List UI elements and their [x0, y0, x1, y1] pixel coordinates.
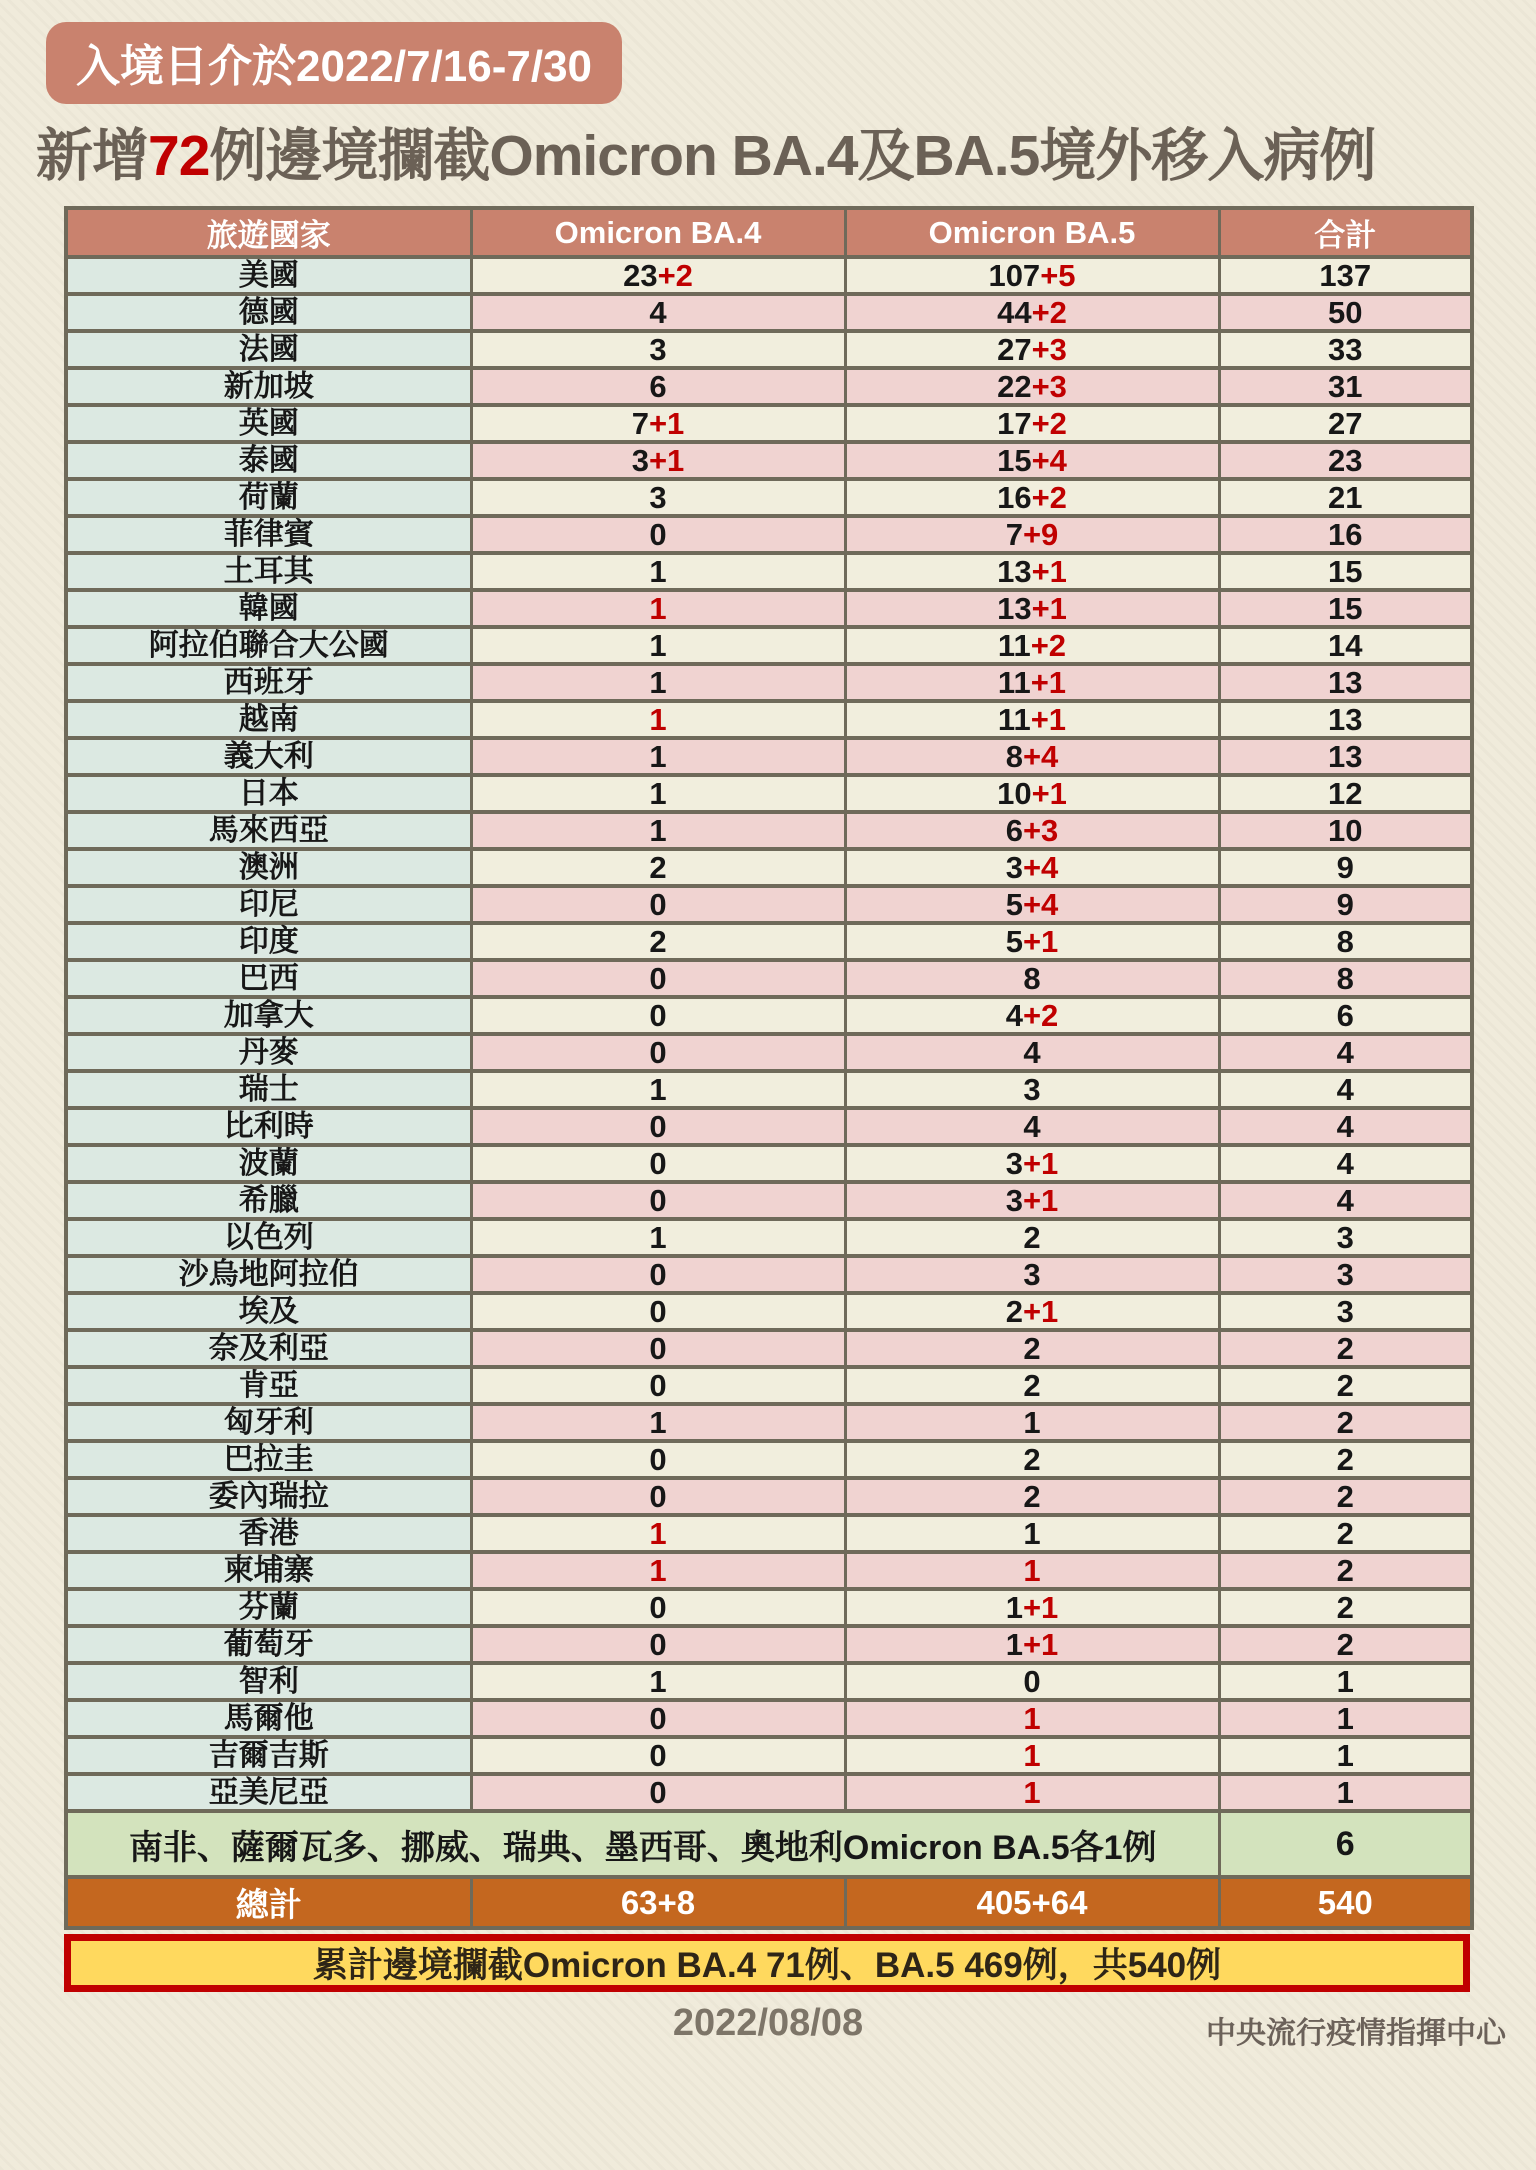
ba4-cell: 1	[471, 812, 845, 849]
ba5-cell: 4+2	[845, 997, 1219, 1034]
grand-total-row	[66, 1877, 1472, 1928]
country-cell: 肯亞	[66, 1367, 471, 1404]
total-cell: 1	[1219, 1737, 1472, 1774]
total-cell: 1	[1219, 1663, 1472, 1700]
total-cell: 1	[1219, 1700, 1472, 1737]
total-cell: 27	[1219, 405, 1472, 442]
table-row	[66, 294, 1472, 331]
ba4-cell: 0	[471, 1034, 845, 1071]
total-cell: 8	[1219, 923, 1472, 960]
table-row	[66, 923, 1472, 960]
table-row	[66, 1367, 1472, 1404]
total-cell: 23	[1219, 442, 1472, 479]
table-row	[66, 479, 1472, 516]
total-cell: 13	[1219, 738, 1472, 775]
ba4-cell: 1	[471, 701, 845, 738]
ba4-cell: 2	[471, 849, 845, 886]
ba5-cell: 16+2	[845, 479, 1219, 516]
country-cell: 馬來西亞	[66, 812, 471, 849]
country-cell: 土耳其	[66, 553, 471, 590]
country-cell: 英國	[66, 405, 471, 442]
country-cell: 沙烏地阿拉伯	[66, 1256, 471, 1293]
total-cell: 15	[1219, 590, 1472, 627]
table-row	[66, 1071, 1472, 1108]
other-countries-label: 南非、薩爾瓦多、挪威、瑞典、墨西哥、奧地利Omicron BA.5各1例	[66, 1811, 1219, 1877]
ba4-cell: 0	[471, 997, 845, 1034]
ba4-cell: 1	[471, 664, 845, 701]
column-header-ba5: Omicron BA.5	[845, 208, 1219, 257]
total-cell: 3	[1219, 1256, 1472, 1293]
country-cell: 印尼	[66, 886, 471, 923]
country-cell: 義大利	[66, 738, 471, 775]
grand-total-ba4: 63+8	[471, 1877, 845, 1928]
total-cell: 21	[1219, 479, 1472, 516]
table-row	[66, 1145, 1472, 1182]
table-row	[66, 849, 1472, 886]
country-cell: 瑞士	[66, 1071, 471, 1108]
table-row	[66, 1330, 1472, 1367]
country-cell: 葡萄牙	[66, 1626, 471, 1663]
ba4-cell: 1	[471, 738, 845, 775]
country-cell: 日本	[66, 775, 471, 812]
country-cell: 阿拉伯聯合大公國	[66, 627, 471, 664]
ba4-cell: 3+1	[471, 442, 845, 479]
table-row	[66, 331, 1472, 368]
ba4-cell: 1	[471, 590, 845, 627]
total-cell: 137	[1219, 257, 1472, 294]
ba5-cell: 10+1	[845, 775, 1219, 812]
table-row	[66, 1552, 1472, 1589]
table-row	[66, 590, 1472, 627]
total-cell: 14	[1219, 627, 1472, 664]
country-cell: 菲律賓	[66, 516, 471, 553]
ba5-cell: 4	[845, 1108, 1219, 1145]
ba5-cell: 1	[845, 1404, 1219, 1441]
ba5-cell: 22+3	[845, 368, 1219, 405]
table-row	[66, 775, 1472, 812]
ba4-cell: 6	[471, 368, 845, 405]
table-row	[66, 886, 1472, 923]
ba4-cell: 7+1	[471, 405, 845, 442]
total-cell: 4	[1219, 1108, 1472, 1145]
total-cell: 31	[1219, 368, 1472, 405]
ba5-cell: 1+1	[845, 1626, 1219, 1663]
ba4-cell: 0	[471, 1145, 845, 1182]
ba4-cell: 1	[471, 1663, 845, 1700]
country-cell: 巴西	[66, 960, 471, 997]
table-row	[66, 1478, 1472, 1515]
ba5-cell: 1	[845, 1700, 1219, 1737]
total-cell: 2	[1219, 1441, 1472, 1478]
table-row	[66, 1737, 1472, 1774]
table-row	[66, 1700, 1472, 1737]
ba4-cell: 0	[471, 1478, 845, 1515]
table-header	[66, 208, 1472, 257]
total-cell: 4	[1219, 1182, 1472, 1219]
ba5-cell: 0	[845, 1663, 1219, 1700]
country-cell: 德國	[66, 294, 471, 331]
ba4-cell: 1	[471, 1515, 845, 1552]
ba5-cell: 107+5	[845, 257, 1219, 294]
ba5-cell: 1	[845, 1552, 1219, 1589]
country-cell: 柬埔寨	[66, 1552, 471, 1589]
ba4-cell: 0	[471, 1589, 845, 1626]
table-row	[66, 664, 1472, 701]
country-cell: 法國	[66, 331, 471, 368]
organization-name: 中央流行疫情指揮中心	[1206, 2017, 1506, 2050]
table-row	[66, 1108, 1472, 1145]
ba4-cell: 0	[471, 960, 845, 997]
footer	[0, 2002, 1536, 2052]
total-cell: 2	[1219, 1552, 1472, 1589]
total-cell: 3	[1219, 1293, 1472, 1330]
ba5-cell: 3+4	[845, 849, 1219, 886]
other-countries-total: 6	[1219, 1811, 1472, 1877]
table-row	[66, 1663, 1472, 1700]
ba4-cell: 0	[471, 1737, 845, 1774]
country-cell: 奈及利亞	[66, 1330, 471, 1367]
table-row	[66, 1774, 1472, 1811]
total-cell: 9	[1219, 849, 1472, 886]
ba5-cell: 3	[845, 1256, 1219, 1293]
ba4-cell: 1	[471, 775, 845, 812]
ba4-cell: 0	[471, 1774, 845, 1811]
report-date: 2022/08/08	[672, 2002, 864, 2044]
ba5-cell: 11+1	[845, 701, 1219, 738]
total-cell: 16	[1219, 516, 1472, 553]
total-cell: 2	[1219, 1626, 1472, 1663]
cumulative-summary-text: 累計邊境攔截Omicron BA.4 71例、BA.5 469例，共540例	[312, 1946, 1222, 1985]
country-cell: 韓國	[66, 590, 471, 627]
ba5-cell: 27+3	[845, 331, 1219, 368]
table-row	[66, 1515, 1472, 1552]
cumulative-summary-banner	[64, 1934, 1470, 1992]
ba5-cell: 2	[845, 1330, 1219, 1367]
table-row	[66, 1626, 1472, 1663]
cases-table	[64, 206, 1474, 1930]
country-cell: 比利時	[66, 1108, 471, 1145]
total-cell: 10	[1219, 812, 1472, 849]
grand-total-ba5: 405+64	[845, 1877, 1219, 1928]
country-cell: 新加坡	[66, 368, 471, 405]
ba4-cell: 0	[471, 1330, 845, 1367]
total-cell: 15	[1219, 553, 1472, 590]
table-row	[66, 1256, 1472, 1293]
total-cell: 4	[1219, 1071, 1472, 1108]
ba4-cell: 3	[471, 479, 845, 516]
table-body	[66, 257, 1472, 1811]
country-cell: 荷蘭	[66, 479, 471, 516]
ba5-cell: 5+4	[845, 886, 1219, 923]
other-countries-row	[66, 1811, 1472, 1877]
total-cell: 50	[1219, 294, 1472, 331]
total-cell: 2	[1219, 1478, 1472, 1515]
ba5-cell: 2	[845, 1478, 1219, 1515]
total-cell: 4	[1219, 1145, 1472, 1182]
ba4-cell: 0	[471, 1700, 845, 1737]
table-footer-rows	[66, 1811, 1472, 1928]
total-cell: 9	[1219, 886, 1472, 923]
total-cell: 33	[1219, 331, 1472, 368]
title-prefix: 新增	[36, 124, 148, 188]
ba5-cell: 2	[845, 1219, 1219, 1256]
table-row	[66, 257, 1472, 294]
ba5-cell: 17+2	[845, 405, 1219, 442]
country-cell: 亞美尼亞	[66, 1774, 471, 1811]
table-row	[66, 442, 1472, 479]
table-row	[66, 627, 1472, 664]
total-cell: 2	[1219, 1515, 1472, 1552]
country-cell: 越南	[66, 701, 471, 738]
total-cell: 2	[1219, 1367, 1472, 1404]
ba4-cell: 23+2	[471, 257, 845, 294]
ba4-cell: 0	[471, 1108, 845, 1145]
table-row	[66, 701, 1472, 738]
table-row	[66, 368, 1472, 405]
country-cell: 希臘	[66, 1182, 471, 1219]
country-cell: 馬爾他	[66, 1700, 471, 1737]
country-cell: 智利	[66, 1663, 471, 1700]
country-cell: 委內瑞拉	[66, 1478, 471, 1515]
ba5-cell: 13+1	[845, 590, 1219, 627]
ba4-cell: 0	[471, 1626, 845, 1663]
title-highlight-count: 72	[148, 124, 210, 188]
country-cell: 埃及	[66, 1293, 471, 1330]
ba4-cell: 0	[471, 516, 845, 553]
ba4-cell: 1	[471, 1552, 845, 1589]
total-cell: 8	[1219, 960, 1472, 997]
ba5-cell: 1	[845, 1737, 1219, 1774]
ba5-cell: 8	[845, 960, 1219, 997]
ba4-cell: 1	[471, 553, 845, 590]
total-cell: 6	[1219, 997, 1472, 1034]
ba4-cell: 4	[471, 294, 845, 331]
ba5-cell: 1	[845, 1774, 1219, 1811]
ba5-cell: 7+9	[845, 516, 1219, 553]
country-cell: 美國	[66, 257, 471, 294]
table-row	[66, 1034, 1472, 1071]
ba4-cell: 0	[471, 1182, 845, 1219]
grand-total-label: 總計	[66, 1877, 471, 1928]
ba5-cell: 2+1	[845, 1293, 1219, 1330]
ba5-cell: 1	[845, 1515, 1219, 1552]
ba4-cell: 0	[471, 886, 845, 923]
ba4-cell: 3	[471, 331, 845, 368]
column-header-ba4: Omicron BA.4	[471, 208, 845, 257]
ba4-cell: 0	[471, 1441, 845, 1478]
entry-date-badge	[46, 22, 622, 104]
ba5-cell: 3+1	[845, 1145, 1219, 1182]
ba4-cell: 1	[471, 1071, 845, 1108]
ba5-cell: 8+4	[845, 738, 1219, 775]
entry-date-badge-label: 入境日介於2022/7/16-7/30	[76, 42, 593, 91]
column-header-total: 合計	[1219, 208, 1472, 257]
ba4-cell: 0	[471, 1293, 845, 1330]
table-row	[66, 738, 1472, 775]
ba4-cell: 2	[471, 923, 845, 960]
ba5-cell: 2	[845, 1441, 1219, 1478]
country-cell: 香港	[66, 1515, 471, 1552]
ba5-cell: 4	[845, 1034, 1219, 1071]
country-cell: 泰國	[66, 442, 471, 479]
country-cell: 波蘭	[66, 1145, 471, 1182]
ba4-cell: 1	[471, 627, 845, 664]
total-cell: 12	[1219, 775, 1472, 812]
country-cell: 巴拉圭	[66, 1441, 471, 1478]
table-row	[66, 1441, 1472, 1478]
country-cell: 丹麥	[66, 1034, 471, 1071]
ba5-cell: 13+1	[845, 553, 1219, 590]
table-row	[66, 1219, 1472, 1256]
country-cell: 匈牙利	[66, 1404, 471, 1441]
table-row	[66, 997, 1472, 1034]
country-cell: 以色列	[66, 1219, 471, 1256]
ba5-cell: 5+1	[845, 923, 1219, 960]
ba5-cell: 1+1	[845, 1589, 1219, 1626]
ba5-cell: 44+2	[845, 294, 1219, 331]
total-cell: 2	[1219, 1589, 1472, 1626]
country-cell: 吉爾吉斯	[66, 1737, 471, 1774]
ba5-cell: 15+4	[845, 442, 1219, 479]
total-cell: 2	[1219, 1404, 1472, 1441]
total-cell: 4	[1219, 1034, 1472, 1071]
total-cell: 13	[1219, 664, 1472, 701]
table-row	[66, 1182, 1472, 1219]
column-header-country: 旅遊國家	[66, 208, 471, 257]
page-title	[36, 110, 1536, 192]
ba4-cell: 0	[471, 1367, 845, 1404]
total-cell: 3	[1219, 1219, 1472, 1256]
table-row	[66, 516, 1472, 553]
total-cell: 1	[1219, 1774, 1472, 1811]
table-row	[66, 1293, 1472, 1330]
ba5-cell: 3	[845, 1071, 1219, 1108]
ba5-cell: 6+3	[845, 812, 1219, 849]
country-cell: 西班牙	[66, 664, 471, 701]
total-cell: 2	[1219, 1330, 1472, 1367]
ba5-cell: 11+2	[845, 627, 1219, 664]
table-row	[66, 960, 1472, 997]
table-row	[66, 1589, 1472, 1626]
country-cell: 澳洲	[66, 849, 471, 886]
country-cell: 印度	[66, 923, 471, 960]
title-suffix: 例邊境攔截Omicron BA.4及BA.5境外移入病例	[209, 124, 1376, 188]
ba4-cell: 0	[471, 1256, 845, 1293]
ba5-cell: 11+1	[845, 664, 1219, 701]
country-cell: 芬蘭	[66, 1589, 471, 1626]
country-cell: 加拿大	[66, 997, 471, 1034]
table-row	[66, 553, 1472, 590]
ba5-cell: 2	[845, 1367, 1219, 1404]
total-cell: 13	[1219, 701, 1472, 738]
table-row	[66, 1404, 1472, 1441]
grand-total-all: 540	[1219, 1877, 1472, 1928]
table-row	[66, 812, 1472, 849]
table-row	[66, 405, 1472, 442]
ba4-cell: 1	[471, 1404, 845, 1441]
ba4-cell: 1	[471, 1219, 845, 1256]
ba5-cell: 3+1	[845, 1182, 1219, 1219]
